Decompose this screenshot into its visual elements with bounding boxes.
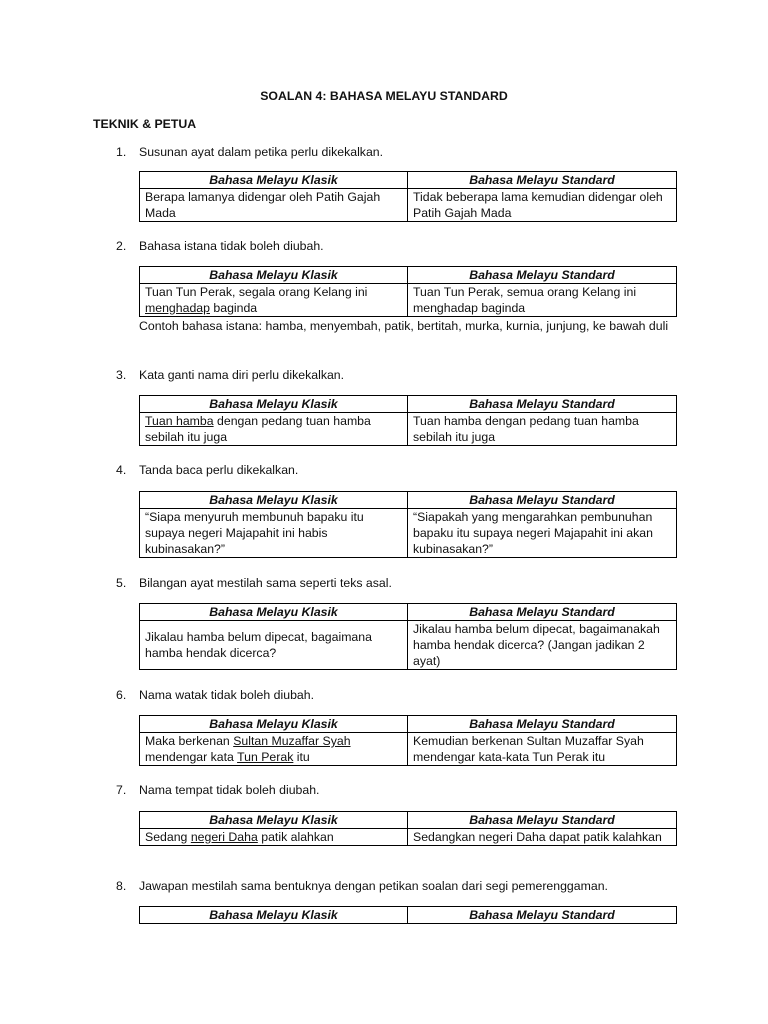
header-standard: Bahasa Melayu Standard bbox=[408, 396, 677, 413]
header-klasik: Bahasa Melayu Klasik bbox=[140, 716, 408, 733]
cell-standard: Tuan hamba dengan pedang tuan hamba sebilah itu juga bbox=[408, 413, 677, 446]
item-number: 4. bbox=[116, 463, 127, 477]
cell-standard: Tidak beberapa lama kemudian didengar oleh Patih Gajah Mada bbox=[408, 189, 677, 222]
page-title: SOALAN 4: BAHASA MELAYU STANDARD bbox=[260, 89, 508, 103]
item-number: 6. bbox=[116, 688, 127, 702]
comparison-table-5 bbox=[139, 603, 677, 670]
comparison-table-1 bbox=[139, 171, 677, 222]
item-number: 3. bbox=[116, 368, 127, 382]
cell-klasik: Jikalau hamba belum dipecat, bagaimana hamba hendak dicerca? bbox=[140, 621, 408, 670]
item-number: 1. bbox=[116, 145, 127, 159]
cell-standard: Tuan Tun Perak, semua orang Kelang ini menghadap baginda bbox=[408, 284, 677, 317]
cell-klasik: Berapa lamanya didengar oleh Patih Gajah Mada bbox=[140, 189, 408, 222]
cell-klasik bbox=[140, 733, 408, 766]
item-text: Kata ganti nama diri perlu dikekalkan. bbox=[139, 368, 345, 382]
header-klasik: Bahasa Melayu Klasik bbox=[140, 812, 408, 829]
table-row bbox=[140, 189, 677, 222]
header-klasik: Bahasa Melayu Klasik bbox=[140, 267, 408, 284]
item-number: 8. bbox=[116, 879, 127, 893]
comparison-table-4 bbox=[139, 491, 677, 558]
item-number: 2. bbox=[116, 239, 127, 253]
text-segment: Sedang bbox=[145, 830, 191, 844]
cell-klasik bbox=[140, 284, 408, 317]
header-standard: Bahasa Melayu Standard bbox=[408, 172, 677, 189]
text-segment: patik alahkan bbox=[257, 830, 334, 844]
table-header-row bbox=[140, 267, 677, 284]
table-header-row bbox=[140, 172, 677, 189]
underlined-text: Tuan hamba bbox=[145, 414, 214, 428]
header-klasik: Bahasa Melayu Klasik bbox=[140, 492, 408, 509]
header-klasik: Bahasa Melayu Klasik bbox=[140, 396, 408, 413]
item-text: Nama tempat tidak boleh diubah. bbox=[139, 783, 320, 797]
table-header-row bbox=[140, 604, 677, 621]
cell-klasik: “Siapa menyuruh membunuh bapaku itu supaya negeri Majapahit ini habis kubinasakan?” bbox=[140, 509, 408, 558]
section-subtitle: TEKNIK & PETUA bbox=[93, 117, 197, 131]
table-row bbox=[140, 829, 677, 846]
item-text: Nama watak tidak boleh diubah. bbox=[139, 688, 314, 702]
item-text: Jawapan mestilah sama bentuknya dengan petikan soalan dari segi pemerenggaman. bbox=[139, 879, 608, 893]
table-row bbox=[140, 733, 677, 766]
item-number: 7. bbox=[116, 783, 127, 797]
cell-klasik bbox=[140, 829, 408, 846]
table-row bbox=[140, 413, 677, 446]
comparison-table-7 bbox=[139, 811, 677, 846]
text-segment: dengan pedang tuan hamba sebilah itu juga bbox=[145, 414, 371, 444]
header-standard: Bahasa Melayu Standard bbox=[408, 267, 677, 284]
comparison-table-8 bbox=[139, 906, 677, 924]
header-standard: Bahasa Melayu Standard bbox=[408, 812, 677, 829]
item-text: Bilangan ayat mestilah sama seperti teks asal. bbox=[139, 576, 392, 590]
cell-standard: Kemudian berkenan Sultan Muzaffar Syah mendengar kata-kata Tun Perak itu bbox=[408, 733, 677, 766]
text-segment: Tuan Tun Perak, segala orang Kelang ini bbox=[145, 285, 368, 299]
underlined-text: menghadap bbox=[145, 301, 210, 315]
comparison-table-3 bbox=[139, 395, 677, 446]
text-segment: Maka berkenan bbox=[145, 734, 234, 748]
item-number: 5. bbox=[116, 576, 127, 590]
header-klasik: Bahasa Melayu Klasik bbox=[140, 604, 408, 621]
text-segment: baginda bbox=[209, 301, 258, 315]
table-header-row bbox=[140, 492, 677, 509]
cell-standard: Jikalau hamba belum dipecat, bagaimanakah hamba hendak dicerca? (Jangan jadikan 2 ayat) bbox=[408, 621, 677, 670]
underlined-text: negeri Daha bbox=[190, 830, 258, 844]
cell-klasik bbox=[140, 413, 408, 446]
text-segment: itu bbox=[293, 750, 310, 764]
header-standard: Bahasa Melayu Standard bbox=[408, 604, 677, 621]
cell-standard: “Siapakah yang mengarahkan pembunuhan bapaku itu supaya negeri Majapahit ini akan kubinasakan?” bbox=[408, 509, 677, 558]
table-header-row bbox=[140, 907, 677, 924]
item-text: Tanda baca perlu dikekalkan. bbox=[139, 463, 299, 477]
table-header-row bbox=[140, 812, 677, 829]
table-header-row bbox=[140, 396, 677, 413]
note-text: Contoh bahasa istana: hamba, menyembah, patik, bertitah, murka, kurnia, junjung, ke bawah duli bbox=[139, 319, 669, 333]
table-row bbox=[140, 621, 677, 670]
item-text: Bahasa istana tidak boleh diubah. bbox=[139, 239, 324, 253]
comparison-table-2 bbox=[139, 266, 677, 317]
header-standard: Bahasa Melayu Standard bbox=[408, 716, 677, 733]
underlined-text: Sultan Muzaffar Syah bbox=[233, 734, 351, 748]
underlined-text: Tun Perak bbox=[237, 750, 294, 764]
table-header-row bbox=[140, 716, 677, 733]
cell-standard: Sedangkan negeri Daha dapat patik kalahkan bbox=[408, 829, 677, 846]
table-row bbox=[140, 284, 677, 317]
header-klasik: Bahasa Melayu Klasik bbox=[140, 172, 408, 189]
item-text: Susunan ayat dalam petika perlu dikekalkan. bbox=[139, 145, 384, 159]
header-standard: Bahasa Melayu Standard bbox=[408, 492, 677, 509]
comparison-table-6 bbox=[139, 715, 677, 766]
text-segment: mendengar kata bbox=[145, 750, 238, 764]
header-klasik: Bahasa Melayu Klasik bbox=[140, 907, 408, 924]
table-row bbox=[140, 509, 677, 558]
header-standard: Bahasa Melayu Standard bbox=[408, 907, 677, 924]
